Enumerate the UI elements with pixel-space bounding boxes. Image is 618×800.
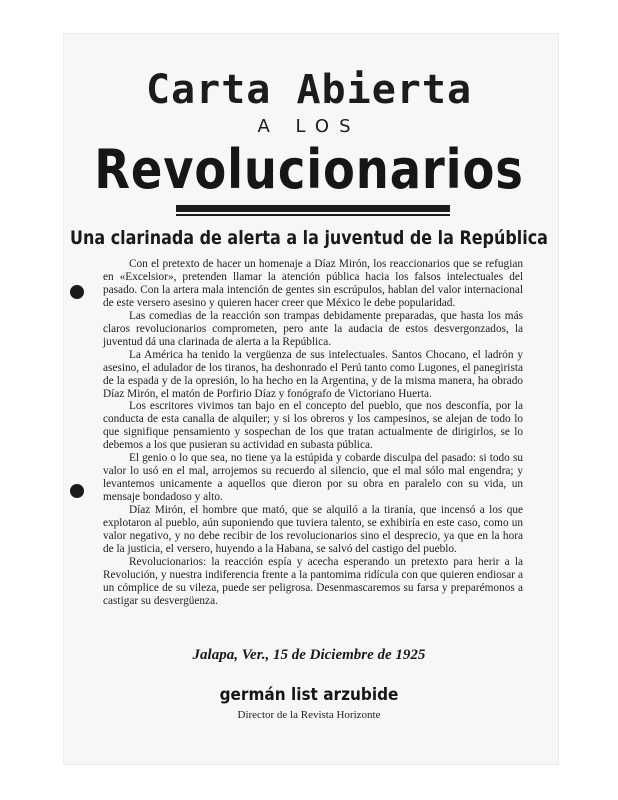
- subtitle: Una clarinada de alerta a la juventud de la República: [70, 227, 548, 249]
- punch-hole-bottom: [70, 484, 84, 498]
- punch-hole-top: [70, 285, 84, 299]
- place-date: Jalapa, Ver., 15 de Diciembre de 1925: [192, 647, 426, 663]
- paragraph-2: Las comedias de la reacción son trampas debidamente preparadas, que hasta los más claros revolucionarios comprometen, pero ante la audacia de estos desvergonzados, la juventud dá una clarinada de alerta a la República.: [103, 309, 523, 348]
- paragraph-6: Díaz Mirón, el hombre que mató, que se alquiló a la tiranía, que incensó a los que explotaron al pueblo, aún suponiendo que tuviera talento, se exhibiría en este caso, como un valor negativo, y no debe recibir de los revolucionarios sino el desprecio, ya que en la hora de la justicia, el versero, huyendo a la Habana, se salvó del castigo del pueblo.: [103, 504, 523, 555]
- title-revolucionarios: Revolucionarios: [94, 138, 524, 201]
- paragraph-5: El genio o lo que sea, no tiene ya la estúpida y cobarde disculpa del pasado: si todo su valor lo usó en el mal, arrojemos su recuerdo al silencio, que el mal sólo mal engendra; y levantemos unicamente a aquellos que dieron por su obra en paralelo con su vida, un mensaje bondadoso y alto.: [103, 452, 523, 504]
- paragraph-1: Con el pretexto de hacer un homenaje a Díaz Mirón, los reaccionarios que se refugian en «Excelsior», pretenden llamar la atención pública hacia los falsos intelectuales del pasado. Con la artera mala intención de gentes sin escrúpulos, hablan del valor internacional de este versero asesino y quieren hacer creer que México le debe popularidad.: [103, 258, 523, 309]
- signature-name: germán list arzubide: [219, 685, 399, 705]
- signature-role: Director de la Revista Horizonte: [237, 709, 381, 721]
- title-rule: [176, 205, 450, 212]
- paragraph-7: Revolucionarios: la reacción espía y acecha esperando un pretexto para herir a la Revolución, y nuestra indiferencia frente a la pantomima ridícula con que quieren endiosar a un cómplice de su vileza, puede ser peligrosa. Desenmascaremos su farsa y preparémonos a castigar su desvergüenza.: [103, 555, 523, 607]
- title-a-los: A LOS: [257, 116, 361, 137]
- paragraph-4: Los escritores vivimos tan bajo en el concepto del pueblo, que nos desconfía, por la conducta de esta canalla de alquiler; y si los obreros y los campesinos, se alejan de todo lo que signifique pensamiento y sospechan de los que tratan actualmente de dirigirlos, se lo debemos a los que pusieran su actividad en subasta pública.: [103, 400, 523, 452]
- paragraph-3: La América ha tenido la vergüenza de sus intelectuales. Santos Chocano, el ladrón y asesino, el adulador de los tiranos, ha deshonrado el Perú tanto como Lugones, el panegirista de la espada y de la opresión, lo ha hecho en la Argentina, y de la misma manera, ha obrado Díaz Mirón, el matón de Porfirio Díaz y fonógrafo de Victoriano Huerta.: [103, 348, 523, 400]
- title-carta-abierta: Carta Abierta: [145, 67, 473, 113]
- letter-body: [103, 258, 523, 608]
